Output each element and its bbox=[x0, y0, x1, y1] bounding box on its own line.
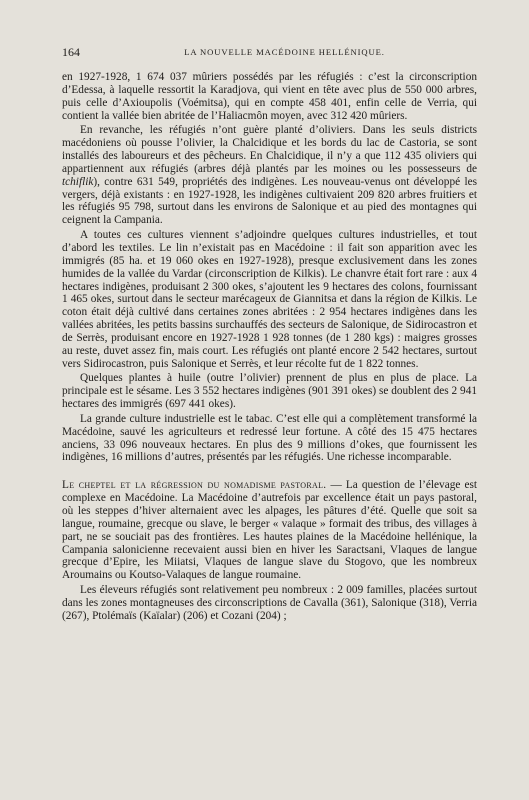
paragraph-livestock bbox=[62, 479, 477, 582]
running-head bbox=[62, 47, 477, 61]
paragraph-industrial-crops: A toutes ces cultures viennent s’adjoindre quelques cultures industrielles, et tout d’abord les textiles. Le lin n’existait pas en Macédoine : il fait son apparition avec les immigrés (85 ha. et 19 060 okes en 1927-1928), presque exclusivement dans les zones humides de la vallée du Vardar (circonscription de Kilkis). Le chanvre était fort rare : aux 4 hectares indigènes, produisant 2 300 okes, s’ajoutent les 9 hectares des colons, fournissant 1 465 okes, surtout dans le secteur marécageux de Giannitsa et dans la région de Kilkis. Le coton était déjà cultivé dans certaines zones abritées : 2 954 hectares indigènes dans les vallées abritées, les petits bassins surchauffés des secteurs de Salonique, de Sidirocastron et de Serrès, produisant encore en 1927-1928 1 928 tonnes (de 1 280 kgs) : maigres grosses au reste, duvet assez fin, mais court. Les réfugiés ont planté encore 2 542 hectares, surtout vers Sidirocastron, puis Salonique et Serrès, et leur récolte fut de 1 822 tonnes. bbox=[62, 229, 477, 370]
paragraph-livestock-text: — La question de l’élevage est complexe en Macédoine. La Macédoine d’autrefois par excellence était un pays pastoral, où les steppes d’hiver alternaient avec les alpages, les pâtures d’été. Quelle que soit sa langue, roumaine, grecque ou slave, le berger « valaque » formait des tribus, des villages à part, ne se souciait pas des frontières. Les hautes plaines de la Macédoine hellénique, la Campania salonicienne recevaient aussi bien en hiver les Saractsani, Vlaques de langue grecque d’Epire, les Miiatsi, Vlaques de langue slave du Stogovo, que les nombreux Aroumains ou Koutso-Valaques de langue roumaine. bbox=[62, 479, 478, 582]
body-text bbox=[62, 71, 477, 625]
page-number: 164 bbox=[62, 45, 80, 59]
paragraph-mulberry: en 1927-1928, 1 674 037 mûriers possédés par les réfugiés : c’est la circonscription d’Edessa, à laquelle ressortit la Karadjova, qui vient en tête avec plus de 550 000 arbres, puis celle d’Axioupolis (Voémitsa), qui en compte 458 401, enfin celle de Verria, qui contient la vallée bien abritée de l’Haliacmôn moyen, avec 312 420 mûriers. bbox=[62, 71, 477, 122]
paragraph-olive-text-a: En revanche, les réfugiés n’ont guère planté d’oliviers. Dans les seuls districts macédoniens où pousse l’olivier, la Chalcidique et les bords du lac de Castoria, se sont installés des laboureurs et des pêcheurs. En Chalcidique, il n’y a que 112 435 oliviers qui appartiennent aux réfugiés (arbres déjà plantés par les moines ou les possesseurs de bbox=[62, 124, 477, 175]
section-heading: Le cheptel et la régression du nomadisme pastoral. bbox=[62, 479, 327, 492]
tchiflik-term: tchiflik bbox=[62, 175, 94, 188]
paragraph-oil-plants: Quelques plantes à huile (outre l’olivier) prennent de plus en plus de place. La principale est le sésame. Les 3 552 hectares indigènes (901 391 okes) se doublent des 2 941 hectares des immigrés (697 441 okes). bbox=[62, 372, 477, 411]
paragraph-olive bbox=[62, 124, 477, 227]
running-title: LA NOUVELLE MACÉDOINE HELLÉNIQUE. bbox=[184, 47, 385, 57]
paragraph-olive-text-b: ), contre 631 549, propriétés des indigènes. Les nouveau-venus ont développé les vergers, déjà existants : en 1927-1928, les indigènes cultivaient 209 820 arbres fruitiers et les réfugiés 95 798, surtout dans les environs de Salonique et au pied des montagnes qui ceignent la Campania. bbox=[62, 175, 477, 227]
paragraph-tobacco: La grande culture industrielle est le tabac. C’est elle qui a complètement transformé la Macédoine, sauvé les agriculteurs et redressé leur fortune. A côté des 15 475 hectares anciens, 33 096 nouveaux hectares. En plus des 9 millions d’okes, que fournissent les indigènes, 16 millions d’autres, présentés par les réfugiés. Une richesse incomparable. bbox=[62, 412, 477, 464]
paragraph-refugee-herders: Les éleveurs réfugiés sont relativement peu nombreux : 2 009 familles, placées surtout dans les zones montagneuses des circonscriptions de Cavalla (361), Salonique (318), Verria (267), Ptolémaïs (Kaïalar) (206) et Cozani (204) ; bbox=[62, 584, 477, 622]
